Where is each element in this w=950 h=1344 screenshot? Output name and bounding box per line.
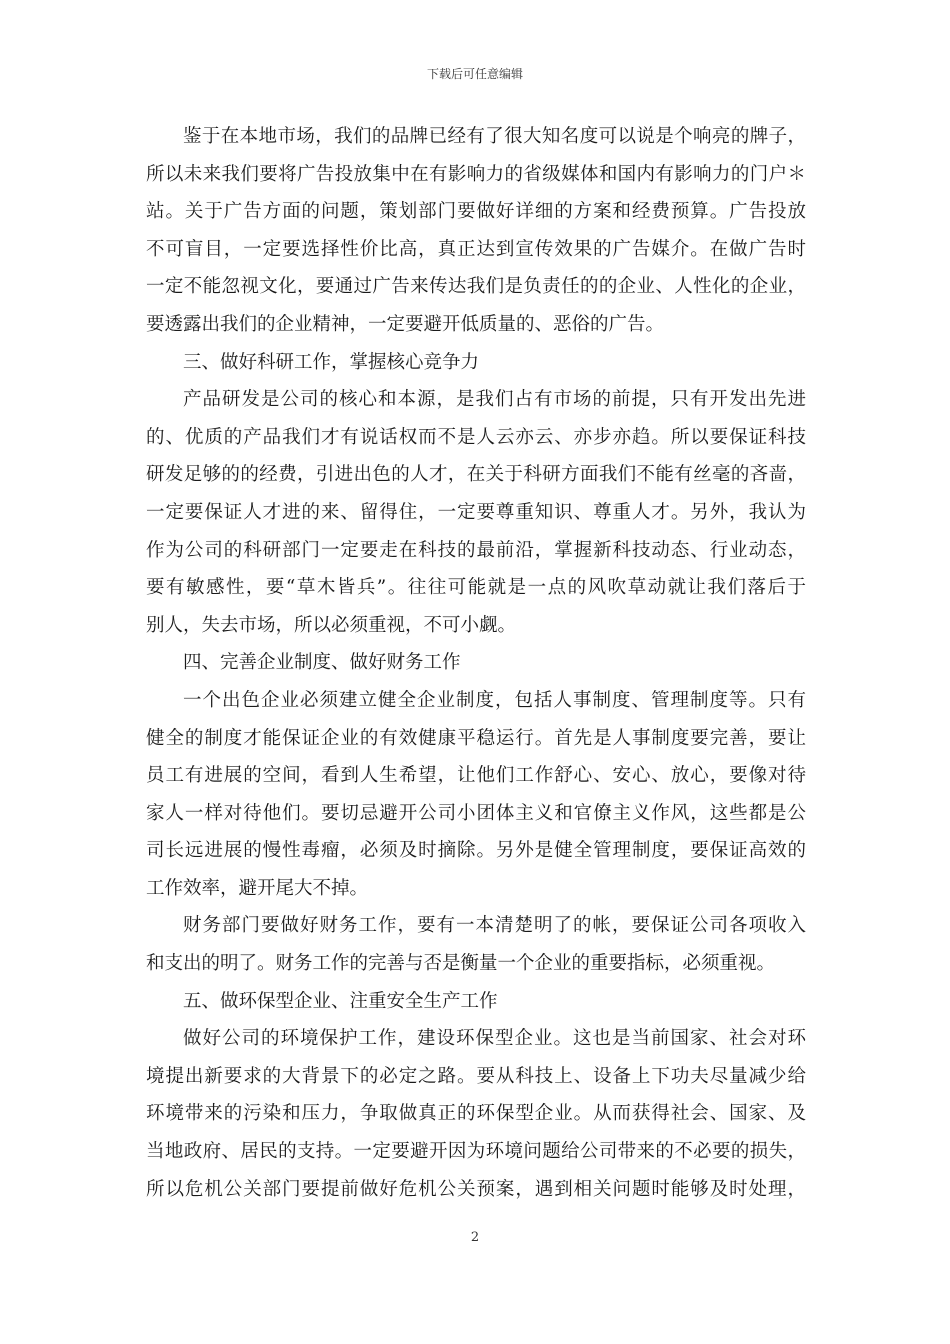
text-line: 工作效率，避开尾大不掉。	[146, 877, 369, 899]
text-line: 所以危机公关部门要提前做好危机公关预案，遇到相关问题时能够及时处理，	[146, 1178, 806, 1200]
text-line: 境提出新要求的大背景下的必定之路。要从科技上、设备上下功夫尽量减少给	[146, 1065, 806, 1087]
text-line: 不可盲目，一定要选择性价比高，真正达到宣传效果的广告媒介。在做广告时	[146, 238, 806, 260]
text-line: 财务部门要做好财务工作，要有一本清楚明了的帐，要保证公司各项收入	[183, 915, 806, 937]
text-line: 当地政府、居民的支持。一定要避开因为环境问题给公司带来的不必要的损失，	[146, 1141, 806, 1163]
text-line: 要有敏感性，要“草木皆兵”。往往可能就是一点的风吹草动就让我们落后于	[146, 577, 806, 599]
heading-text: 三、做好科研工作，掌握核心竞争力	[183, 351, 480, 373]
text-line: 所以未来我们要将广告投放集中在有影响力的省级媒体和国内有影响力的门户＊	[146, 163, 806, 185]
text-line: 环境带来的污染和压力，争取做真正的环保型企业。从而获得社会、国家、及	[146, 1103, 806, 1125]
text-line: 产品研发是公司的核心和本源，是我们占有市场的前提，只有开发出先进	[183, 389, 806, 411]
text-line: 家人一样对待他们。要切忌避开公司小团体主义和官僚主义作风，这些都是公	[146, 802, 806, 824]
paragraph	[146, 118, 806, 344]
page-header: 下载后可任意编辑	[426, 67, 523, 81]
text-line: 健全的制度才能保证企业的有效健康平稳运行。首先是人事制度要完善，要让	[146, 727, 806, 749]
text-line: 研发足够的的经费，引进出色的人才，在关于科研方面我们不能有丝毫的吝啬，	[146, 464, 806, 486]
text-line: 别人，失去市场，所以必须重视，不可小觑。	[146, 614, 517, 636]
paragraph	[146, 907, 806, 982]
text-line: 一定要保证人才进的来、留得住，一定要尊重知识、尊重人才。另外，我认为	[146, 501, 806, 523]
document-body	[146, 118, 806, 1208]
paragraph	[146, 682, 806, 908]
text-line: 员工有进展的空间，看到人生希望，让他们工作舒心、安心、放心，要像对待	[146, 765, 806, 787]
text-line: 一个出色企业必须建立健全企业制度，包括人事制度、管理制度等。只有	[183, 689, 806, 711]
text-line: 站。关于广告方面的问题，策划部门要做好详细的方案和经费预算。广告投放	[146, 201, 806, 223]
paragraph	[146, 381, 806, 644]
section-heading	[146, 644, 806, 682]
section-heading	[146, 983, 806, 1021]
text-line: 鉴于在本地市场，我们的品牌已经有了很大知名度可以说是个响亮的牌子，	[183, 126, 806, 147]
text-line: 的、优质的产品我们才有说话权而不是人云亦云、亦步亦趋。所以要保证科技	[146, 426, 806, 448]
text-line: 作为公司的科研部门一定要走在科技的最前沿，掌握新科技动态、行业动态，	[146, 539, 806, 561]
section-heading	[146, 344, 806, 382]
paragraph	[146, 1020, 806, 1208]
page-number: 2	[470, 1230, 480, 1245]
text-line: 要透露出我们的企业精神，一定要避开低质量的、恶俗的广告。	[146, 313, 665, 335]
text-line: 一定不能忽视文化，要通过广告来传达我们是负责任的的企业、人性化的企业，	[146, 276, 806, 298]
text-line: 和支出的明了。财务工作的完善与否是衡量一个企业的重要指标，必须重视。	[146, 953, 776, 975]
text-line: 司长远进展的慢性毒瘤，必须及时摘除。另外是健全管理制度，要保证高效的	[146, 840, 806, 862]
heading-text: 四、完善企业制度、做好财务工作	[183, 652, 461, 674]
heading-text: 五、做环保型企业、注重安全生产工作	[183, 990, 498, 1012]
text-line: 做好公司的环境保护工作，建设环保型企业。这也是当前国家、社会对环	[183, 1028, 806, 1050]
